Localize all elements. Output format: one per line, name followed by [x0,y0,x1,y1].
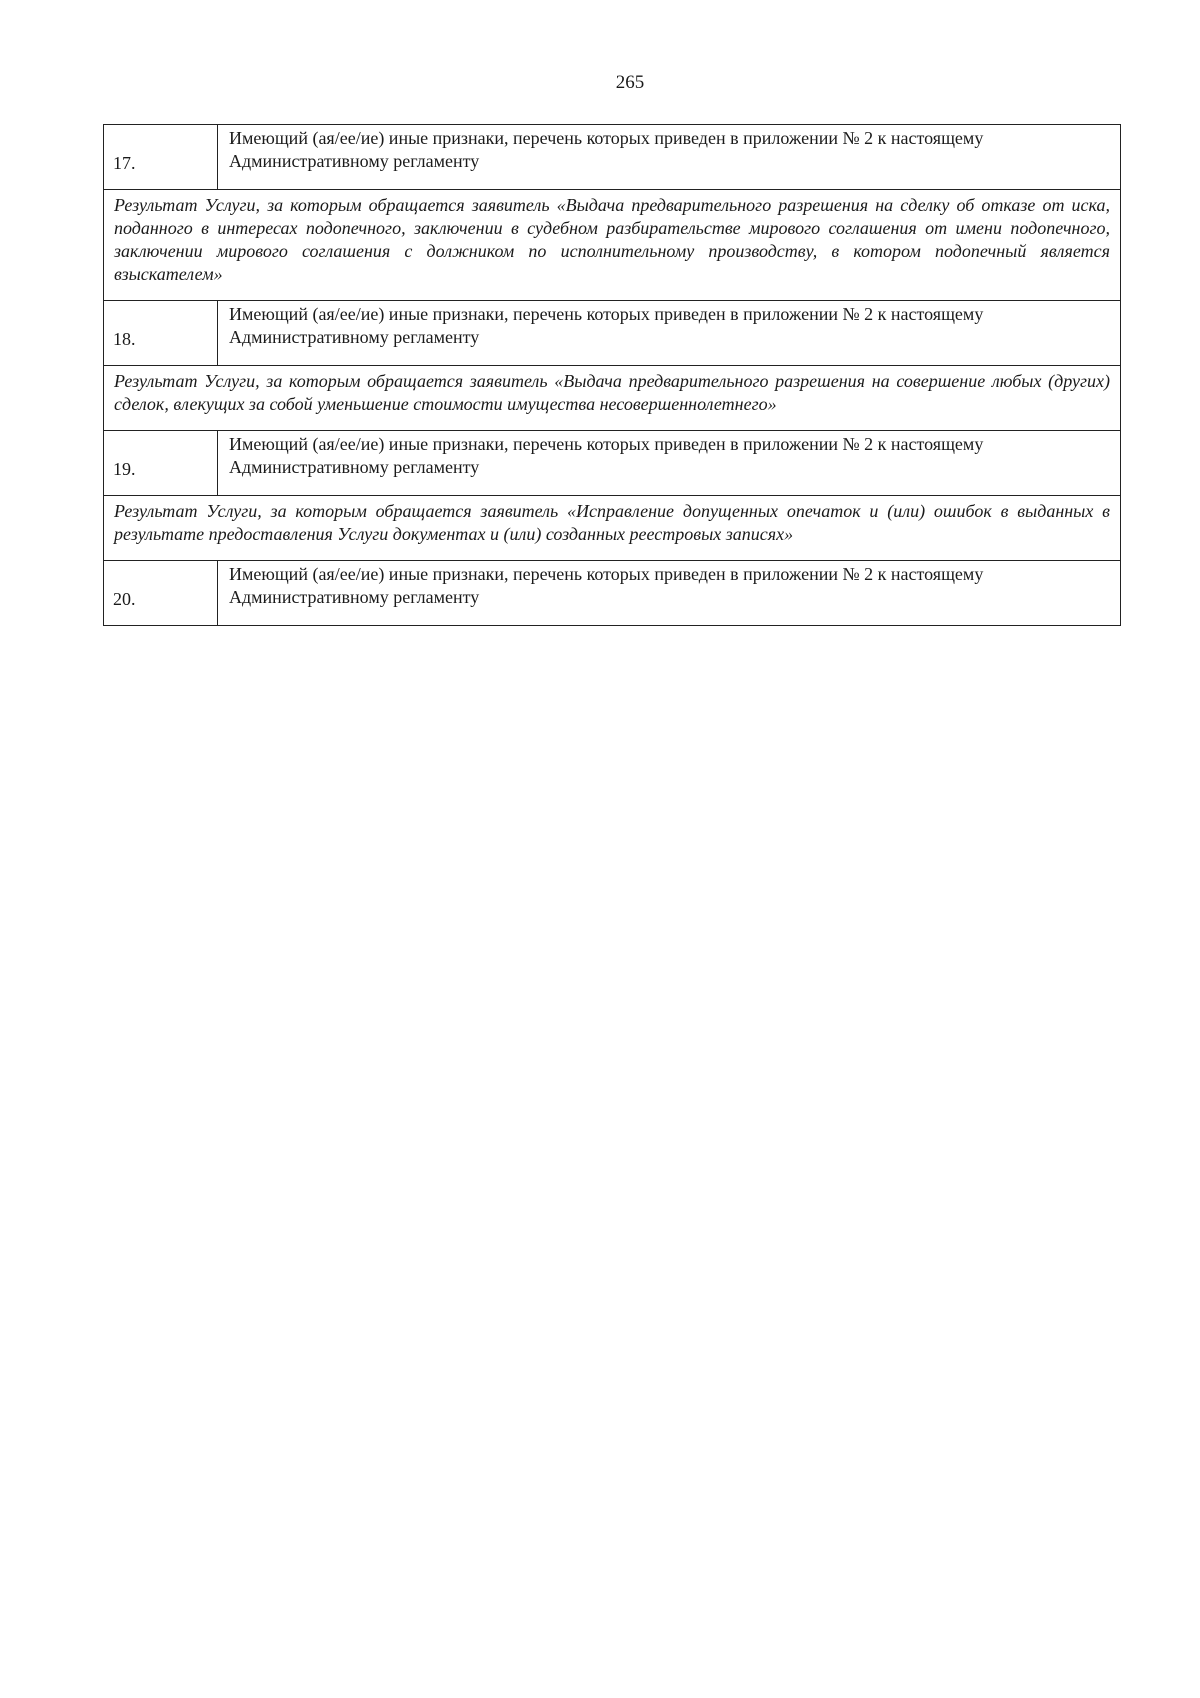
row-description: Имеющий (ая/ее/ие) иные признаки, перечень которых приведен в приложении № 2 к настоящему Административному регламенту [218,561,1121,626]
service-result-text: Результат Услуги, за которым обращается заявитель «Выдача предварительного разрешения на сделку об отказе от иска, поданного в интересах подопечного, заключении в судебном разбирательстве мирового соглашения от имени подопечного, заключении мирового соглашения с должником по исполнительному производству, в котором подопечный является взыскателем» [114,195,1110,284]
table-row [104,561,1121,626]
row-number: 18. [104,301,218,366]
regulation-table [103,124,1121,626]
table-row [104,431,1121,496]
row-number: 19. [104,431,218,496]
service-result-text: Результат Услуги, за которым обращается заявитель «Исправление допущенных опечаток и (или) ошибок в выданных в результате предоставления Услуги документах и (или) созданных реестровых записях» [114,501,1110,544]
service-result-row [104,496,1121,561]
row-description: Имеющий (ая/ее/ие) иные признаки, перечень которых приведен в приложении № 2 к настоящему Административному регламенту [218,301,1121,366]
table-row [104,366,1121,431]
service-result-text: Результат Услуги, за которым обращается заявитель «Выдача предварительного разрешения на совершение любых (других) сделок, влекущих за собой уменьшение стоимости имущества несовершеннолетнего» [114,371,1110,414]
page-number: 265 [615,72,645,93]
table-row [104,301,1121,366]
row-description: Имеющий (ая/ее/ие) иные признаки, перечень которых приведен в приложении № 2 к настоящему Административному регламенту [218,125,1121,190]
service-result-row [104,366,1121,431]
row-description: Имеющий (ая/ее/ие) иные признаки, перечень которых приведен в приложении № 2 к настоящему Административному регламенту [218,431,1121,496]
table-row [104,190,1121,301]
table-row [104,496,1121,561]
service-result-row [104,190,1121,301]
row-number: 17. [104,125,218,190]
table-row [104,125,1121,190]
row-number: 20. [104,561,218,626]
